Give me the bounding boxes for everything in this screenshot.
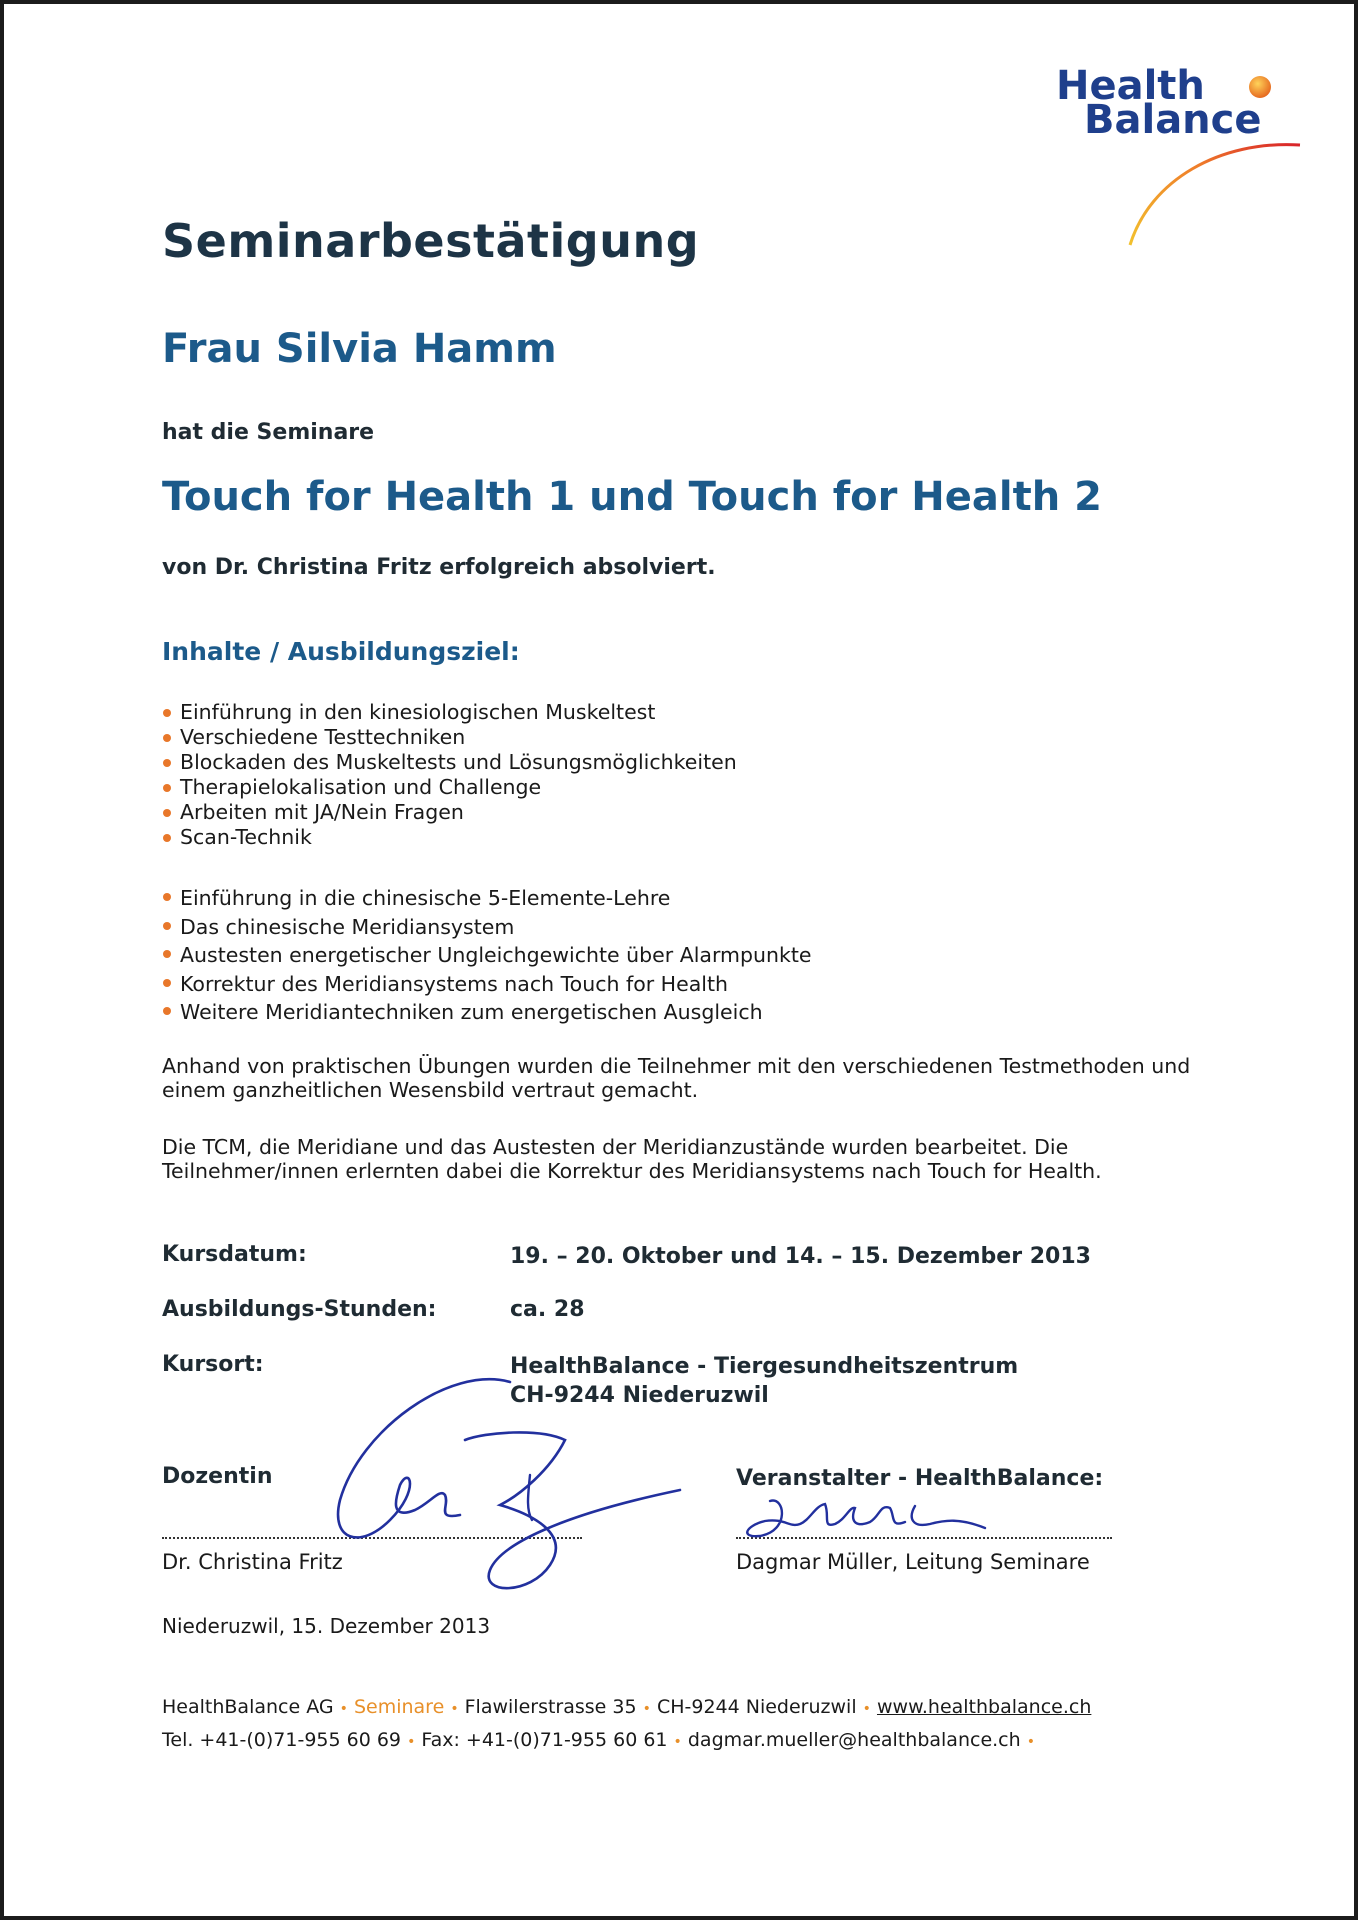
footer-bullet-icon: • [673, 1734, 682, 1750]
bullet-icon [163, 893, 171, 901]
course-place-line1: HealthBalance - Tiergesundheitszentrum [510, 1354, 1019, 1379]
course-title: Touch for Health 1 und Touch for Health 2 [162, 474, 1102, 520]
footer-bullet-icon: • [339, 1701, 348, 1717]
organizer-name: Dagmar Müller, Leitung Seminare [736, 1550, 1090, 1574]
lecturer-label: Dozentin [162, 1464, 273, 1489]
footer-email[interactable]: dagmar.mueller@healthbalance.ch [687, 1729, 1021, 1751]
paragraph-line: Die TCM, die Meridiane und das Austesten der Meridianzustände wurden bearbeitet. Die [162, 1135, 1069, 1159]
list-item-text: Verschiedene Testtechniken [180, 725, 466, 749]
list-item [162, 750, 737, 775]
list-item-text: Einführung in die chinesische 5-Elemente-Lehre [180, 886, 671, 910]
list-item [162, 725, 737, 750]
health-balance-logo [1050, 60, 1310, 250]
contents-heading: Inhalte / Ausbildungsziel: [162, 637, 520, 666]
list-item-text: Arbeiten mit JA/Nein Fragen [180, 800, 464, 824]
list-item-text: Einführung in den kinesiologischen Muskeltest [180, 700, 656, 724]
description-paragraph-1 [162, 1054, 1190, 1102]
list-item [162, 700, 737, 725]
course-date-label: Kursdatum: [162, 1242, 307, 1267]
page-title: Seminarbestätigung [162, 214, 700, 268]
logo-word-health: Health [1056, 63, 1205, 109]
bullet-icon [163, 979, 171, 987]
paragraph-line: Anhand von praktischen Übungen wurden die Teilnehmer mit den verschiedenen Testmethoden und [162, 1054, 1191, 1078]
list-item [162, 941, 812, 970]
list-item-text: Blockaden des Muskeltests und Lösungsmöglichkeiten [180, 750, 737, 774]
list-item-text: Austesten energetischer Ungleichgewichte über Alarmpunkte [180, 943, 812, 967]
footer-fax: Fax: +41-(0)71-955 60 61 [421, 1729, 668, 1751]
bullet-icon [163, 759, 171, 767]
list-item-text: Korrektur des Meridiansystems nach Touch for Health [180, 971, 728, 996]
recipient-name: Frau Silvia Hamm [162, 326, 557, 372]
footer-tel: Tel. +41-(0)71-955 60 69 [162, 1729, 402, 1751]
lecturer-name: Dr. Christina Fritz [162, 1550, 343, 1574]
course-date-value: 19. – 20. Oktober und 14. – 15. Dezember 2013 [510, 1244, 1091, 1269]
logo-word-balance: Balance [1084, 97, 1262, 143]
contents-list-1 [162, 700, 737, 850]
footer-line-2 [162, 1729, 1035, 1751]
footer-line-1 [162, 1696, 1091, 1718]
bullet-icon [163, 784, 171, 792]
bullet-icon [163, 1007, 171, 1015]
description-paragraph-2 [162, 1135, 1102, 1183]
paragraph-line: Teilnehmer/innen erlernten dabei die Korrektur des Meridiansystems nach Touch for Health. [162, 1159, 1102, 1183]
list-item [162, 775, 737, 800]
list-item [162, 970, 812, 999]
list-item [162, 913, 812, 942]
organizer-label: Veranstalter - HealthBalance: [736, 1466, 1104, 1491]
list-item-text: Weitere Meridiantechniken zum energetischen Ausgleich [180, 1000, 763, 1024]
bullet-icon [163, 709, 171, 717]
list-item-text: Scan-Technik [180, 825, 312, 849]
footer-bullet-icon: • [407, 1734, 416, 1750]
list-item-text: Therapielokalisation und Challenge [180, 775, 542, 799]
footer-dept: Seminare [353, 1696, 445, 1718]
course-place-label: Kursort: [162, 1352, 264, 1377]
list-item [162, 800, 737, 825]
list-item-text: Das chinesische Meridiansystem [180, 914, 515, 939]
footer-company: HealthBalance AG [162, 1696, 334, 1718]
list-item [162, 884, 812, 913]
footer-bullet-icon: • [450, 1701, 459, 1717]
bullet-icon [163, 834, 171, 842]
bullet-icon [163, 922, 171, 930]
training-hours-value: ca. 28 [510, 1297, 585, 1322]
footer-street: Flawilerstrasse 35 [464, 1696, 637, 1718]
bullet-icon [163, 809, 171, 817]
intro-text: hat die Seminare [162, 420, 375, 445]
lecturer-signature-icon [300, 1370, 700, 1600]
course-place-line2: CH-9244 Niederuzwil [510, 1383, 769, 1408]
contents-list-2 [162, 884, 812, 1027]
paragraph-line: einem ganzheitlichen Wesensbild vertraut gemacht. [162, 1078, 699, 1102]
organizer-signature-icon [730, 1486, 1000, 1556]
bullet-icon [163, 734, 171, 742]
place-date: Niederuzwil, 15. Dezember 2013 [162, 1614, 491, 1638]
bullet-icon [163, 950, 171, 958]
footer-bullet-icon: • [1026, 1734, 1035, 1750]
footer-bullet-icon: • [642, 1701, 651, 1717]
list-item [162, 998, 812, 1027]
list-item [162, 825, 737, 850]
training-hours-label: Ausbildungs-Stunden: [162, 1297, 437, 1322]
completion-text: von Dr. Christina Fritz erfolgreich absolviert. [162, 555, 716, 580]
footer-website-link[interactable]: www.healthbalance.ch [876, 1696, 1092, 1718]
footer-bullet-icon: • [862, 1701, 871, 1717]
footer-city: CH-9244 Niederuzwil [656, 1696, 857, 1718]
